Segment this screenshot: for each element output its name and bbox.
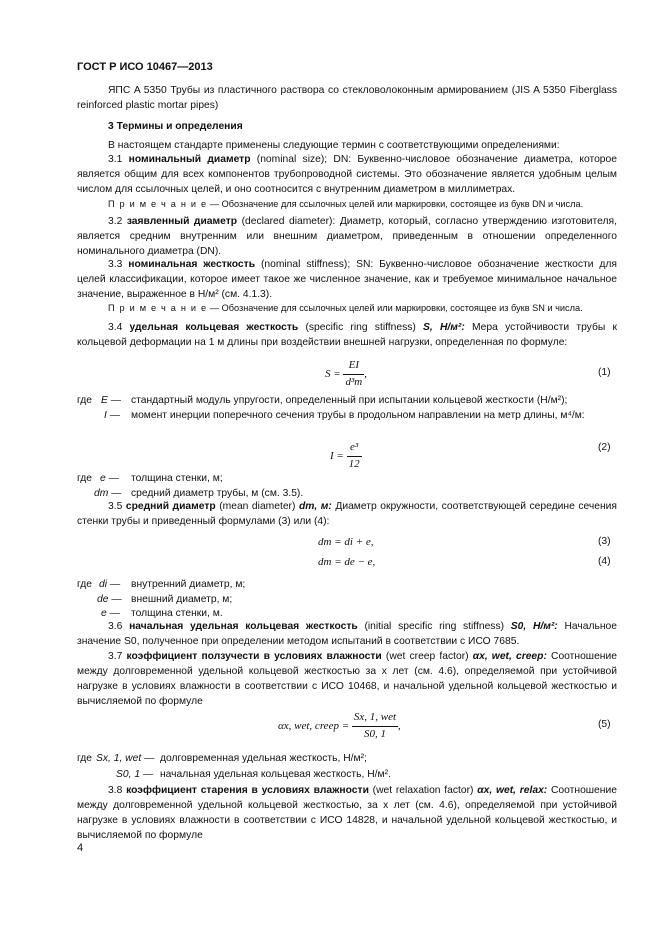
desc-E: стандартный модуль упругости, определенный при испытании кольцевой жесткости (Н/м²); — [131, 395, 568, 406]
formula-3: dm = di + e, — [318, 536, 374, 548]
term-3-7: 3.7 коэффициент ползучести в условиях влажности (wet creep factor) αx, wet, creep: Соотношение между долговременной удельной кольцевой жесткостью за x лет (см. 4.6), определяемой при устойчивой нагрузке в условиях влажности в соответствии с ИСО 10468, и начальной удельной кольцевой жесткостью и вычисляемой по формуле — [77, 651, 617, 707]
term-3-5: 3.5 средний диаметр (mean diameter) dm, м: Диаметр окружности, соответствующей середине сечения стенки трубы и приведенный формулами (3) или (4): — [77, 501, 617, 527]
term-3-6: 3.6 начальная удельная кольцевая жесткость (initial specific ring stiffness) S0, Н/м²: Начальное значение S0, полученное при определении методом испытаний в соответствии с ИСО 7685. — [77, 621, 617, 647]
term-3-1: 3.1 номинальный диаметр (nominal size); DN: Буквенно-числовое обозначение диаметра, которое является общим для всех компонентов трубопроводной системы. Это обозначение является удобным целым числом для ссылочных целей, и оно соотносится с внутренним диаметром в миллиметрах. — [77, 154, 617, 195]
equation-number-5: (5) — [598, 719, 611, 730]
symbol-dm: dm — — [94, 488, 122, 499]
symbol-e-2: e — — [101, 608, 120, 619]
note-1: П р и м е ч а н и е — Обозначение для ссылочных целей или маркировки, состоящее из букв DN и числа. — [108, 199, 584, 209]
symbol-di: di — — [99, 579, 121, 590]
where-label-1: где — [77, 395, 93, 406]
where-label-3: где — [77, 579, 93, 590]
symbol-sx1wet: Sx, 1, wet — — [96, 753, 155, 764]
term-3-2: 3.2 заявленный диаметр (declared diameter): Диаметр, который, согласно утверждению изготовителя, является средним внутренним или внешним диаметром, приведенным в отношении определенного номинального диаметра (DN). — [77, 216, 617, 257]
desc-e-2: толщина стенки, м. — [131, 608, 223, 619]
desc-I: момент инерции поперечного сечения трубы в продольном направлении на метр длины, м⁴/м: — [131, 410, 585, 421]
formula-1: S = $\frac{EI}{\text{d³m}}$ , — [325, 359, 367, 388]
symbol-E: E — — [101, 395, 122, 406]
desc-de: внешний диаметр, м; — [131, 594, 233, 605]
section-3-title: 3 Термины и определения — [108, 121, 243, 132]
desc-e: толщина стенки, м; — [131, 473, 223, 484]
desc-sx1wet: долговременная удельная жесткость, Н/м²; — [160, 753, 367, 764]
formula-5: αx, wet, creep = Sx, 1, wet S0, 1 , — [278, 711, 401, 740]
equation-number-4: (4) — [598, 556, 611, 567]
desc-dm: средний диаметр трубы, м (см. 3.5). — [131, 488, 304, 499]
where-label-2: где — [77, 473, 93, 484]
desc-s01: начальная удельная кольцевая жесткость, Н/м². — [160, 769, 391, 780]
equation-number-3: (3) — [598, 536, 611, 547]
equation-number-2: (2) — [598, 442, 611, 453]
term-3-4: 3.4 удельная кольцевая жесткость (specific ring stiffness) S, Н/м²: Мера устойчивости трубы к кольцевой деформации на 1 м длины при воздействии внешней нагрузки, определенная по формуле: — [77, 322, 617, 348]
formula-4: dm = de − e, — [318, 556, 376, 568]
paragraph-jis: ЯПС A 5350 Трубы из пластичного раствора со стекловолоконным армированием (JIS A 5350 Fiberglass reinforced plastic mortar pipes) — [77, 85, 617, 111]
document-header: ГОСТ Р ИСО 10467—2013 — [77, 61, 213, 73]
equation-number-1: (1) — [598, 367, 611, 378]
where-label-4: где — [77, 753, 93, 764]
symbol-e: e — — [100, 473, 119, 484]
symbol-de: de — — [97, 594, 122, 605]
term-3-8: 3.8 коэффициент старения в условиях влажности (wet relaxation factor) αx, wet, relax: Соотношение между долговременной удельной кольцевой жесткостью, за x лет (см. 4.6), определяемой при устойчивой нагрузке в условиях влажности в соответствии с ИСО 14828, и начальной удельной кольцевой жесткостью, и вычисляемой по формуле — [77, 785, 617, 841]
symbol-s01: S0, 1 — — [116, 769, 154, 780]
formula-2: I = $\frac{\text{e³}}{12}$ — [330, 441, 360, 470]
section-3-intro: В настоящем стандарте применены следующие термин с соответствующими определениями: — [108, 140, 560, 151]
symbol-I: I — — [104, 410, 121, 421]
term-3-3: 3.3 номинальная жесткость (nominal stiffness); SN: Буквенно-числовое обозначение жесткости для целей классификации, которое имеет такое же численное значение, как и требуемое минимальное начальное значение, выраженное в Н/м² (см. 4.1.3). — [77, 259, 617, 300]
page-number: 4 — [77, 842, 84, 854]
note-2: П р и м е ч а н и е — Обозначение для ссылочных целей или маркировки, состоящее из букв SN и числа. — [108, 303, 583, 313]
desc-di: внутренний диаметр, м; — [131, 579, 246, 590]
